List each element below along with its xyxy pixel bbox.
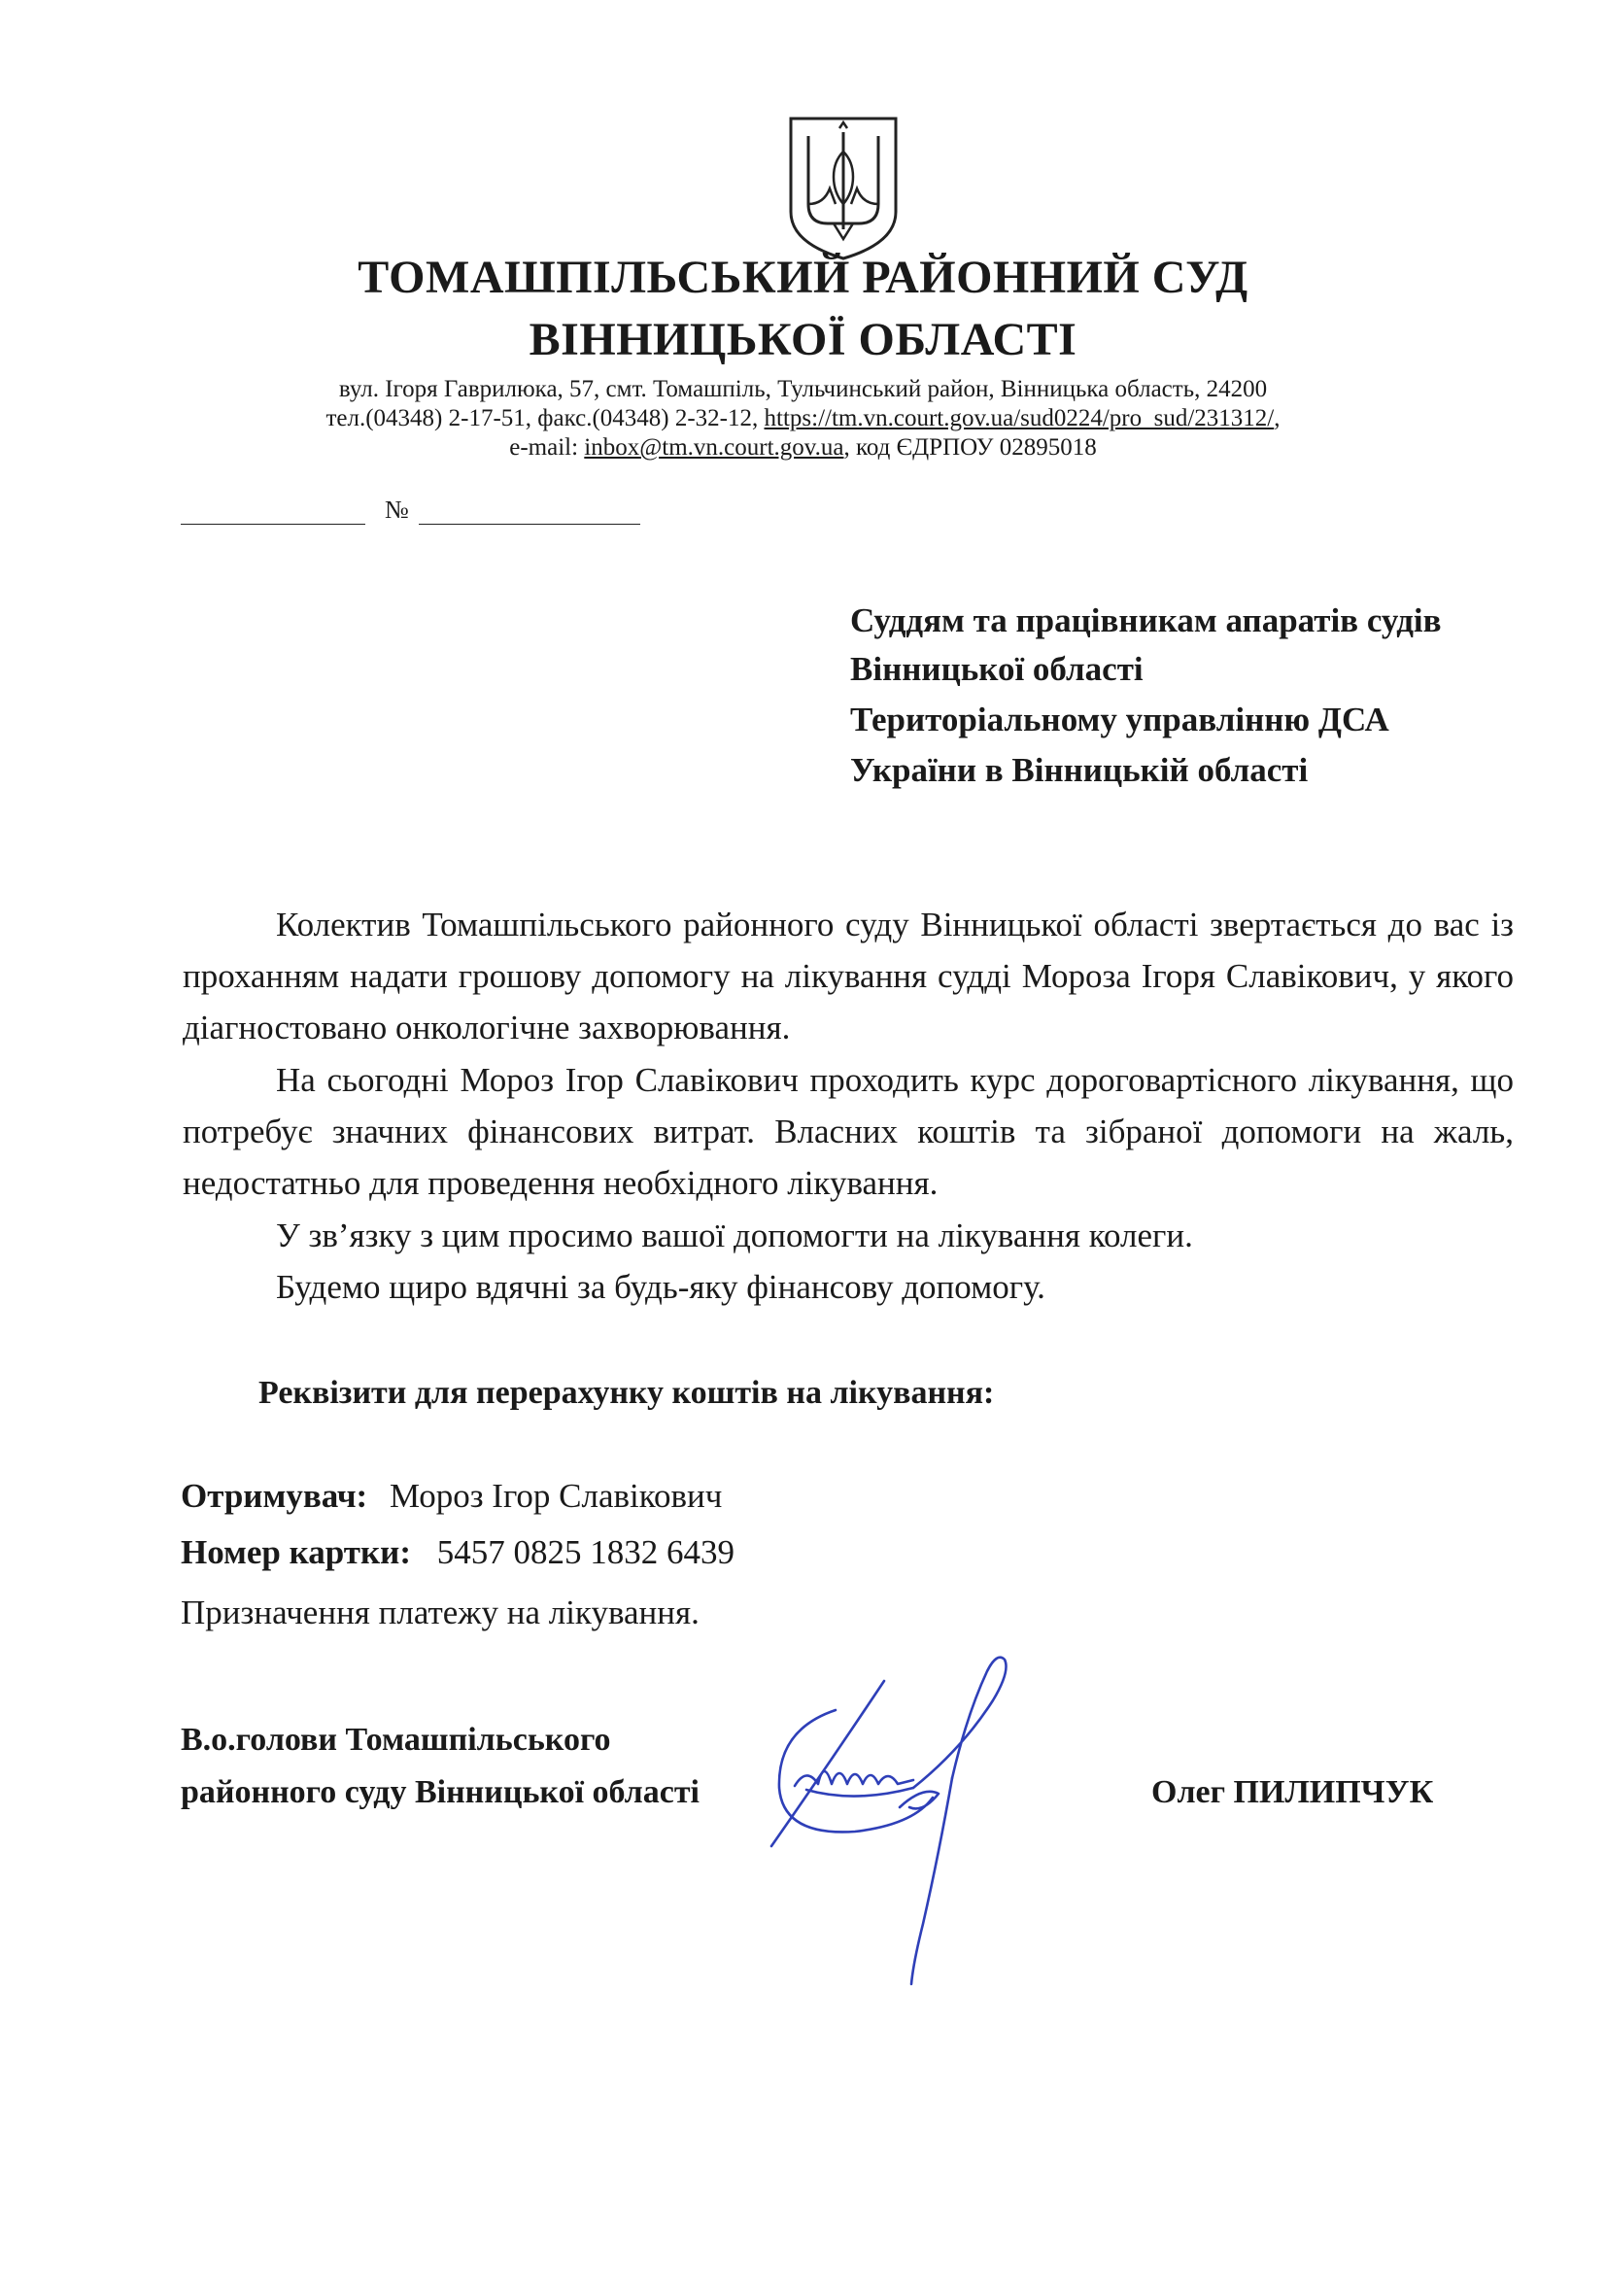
- addressee-line-2: Вінницької області: [850, 650, 1144, 688]
- number-blank: [419, 498, 640, 525]
- signer-title-line-1: В.о.голови Томашпільського: [181, 1722, 611, 1758]
- requisites-title: Реквізити для перерахунку коштів на лікування:: [258, 1375, 995, 1411]
- body-paragraph-2: На сьогодні Мороз Ігор Славікович проходить курс дороговартісного лікування, що потребує значних фінансових витрат. Власних коштів та зібраної допомоги на жаль, недостатньо для проведення необхідного лікування.: [183, 1061, 1514, 1202]
- requisites-card: [181, 1533, 735, 1572]
- signer-name: Олег ПИЛИПЧУК: [1151, 1774, 1434, 1810]
- number-sign: №: [385, 496, 409, 524]
- addressee-line-1: Суддям та працівникам апаратів судів: [850, 601, 1442, 639]
- phone-fax: тел.(04348) 2-17-51, факс.(04348) 2-32-12,: [325, 405, 765, 431]
- addressee-line-4: України в Вінницькій області: [850, 751, 1309, 789]
- website-suffix: ,: [1274, 405, 1281, 431]
- payment-purpose: Призначення платежу на лікування.: [181, 1593, 700, 1631]
- coat-of-arms-icon: [785, 115, 902, 262]
- date-blank: [181, 498, 365, 525]
- requisites-recipient: [181, 1477, 722, 1516]
- recipient-label: Отримувач:: [181, 1477, 368, 1515]
- court-address: вул. Ігоря Гаврилюка, 57, смт. Томашпіль, Тульчинський район, Вінницька область, 24200: [338, 376, 1268, 402]
- recipient-value: Мороз Ігор Славікович: [389, 1477, 723, 1515]
- court-name-line-2: ВІННИЦЬКОЇ ОБЛАСТІ: [529, 314, 1077, 365]
- court-email-line: [0, 433, 1606, 463]
- website-link[interactable]: https://tm.vn.court.gov.ua/sud0224/pro_sud/231312/: [764, 405, 1275, 431]
- email-link[interactable]: inbox@tm.vn.court.gov.ua: [584, 434, 844, 461]
- body-paragraph-4: Будемо щиро вдячні за будь-яку фінансову допомогу.: [276, 1268, 1045, 1306]
- outgoing-number-line: [181, 496, 640, 525]
- court-name-line-1: ТОМАШПІЛЬСЬКИЙ РАЙОННИЙ СУД: [358, 252, 1248, 303]
- body-paragraph-1: Колектив Томашпільського районного суду Вінницької області звертається до вас із проханням надати грошову допомогу на лікування судді Мороза Ігоря Славікович, у якого діагностовано онкологічне захворювання.: [183, 906, 1514, 1046]
- addressee-line-3: Територіальному управлінню ДСА: [850, 701, 1389, 738]
- email-prefix: e-mail:: [509, 434, 585, 461]
- court-contacts: [0, 404, 1606, 433]
- card-label: Номер картки:: [181, 1533, 411, 1571]
- signer-title-line-2: районного суду Вінницької області: [181, 1774, 700, 1810]
- card-number: 5457 0825 1832 6439: [436, 1533, 735, 1571]
- body-paragraph-3: У зв’язку з цим просимо вашої допомогти на лікування колеги.: [276, 1217, 1193, 1254]
- edrpou-code: , код ЄДРПОУ 02895018: [843, 434, 1097, 461]
- handwritten-signature-icon: [768, 1642, 1117, 2031]
